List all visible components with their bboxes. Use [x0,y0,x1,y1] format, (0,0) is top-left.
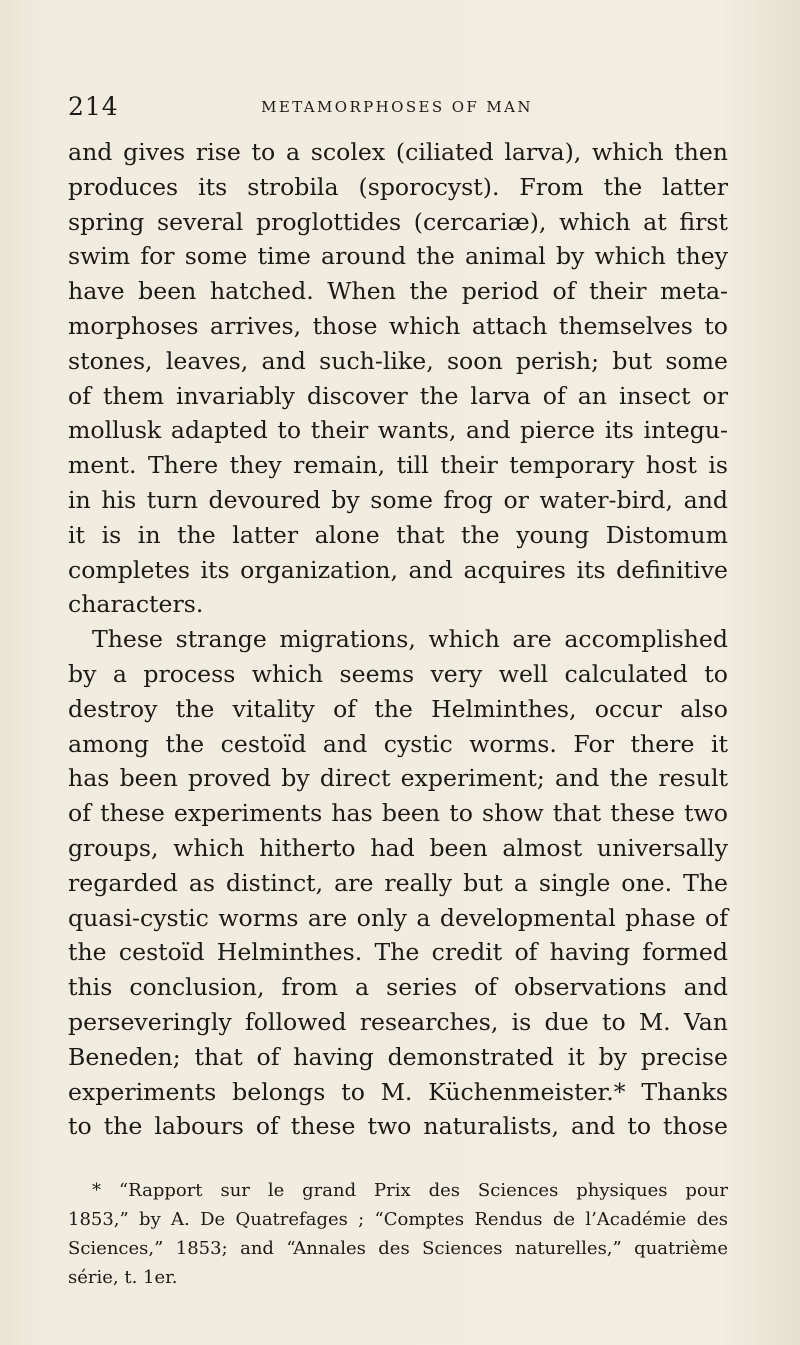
text-line: and gives rise to a scolex (ciliated larva), which then [68,138,728,166]
body-text [68,135,728,1144]
footnote [68,1176,728,1292]
text-line: by a process which seems very well calculated to [68,659,728,688]
text-line: ment. There they remain, till their temporary host is [68,451,728,480]
text-line: completes its organization, and acquires its definitive [68,555,728,584]
text-line: mollusk adapted to their wants, and pierce its integu- [68,416,728,445]
text-line: destroy the vitality of the Helminthes, occur also [68,694,728,723]
page-number: 214 [68,92,119,121]
text-line: experiments belongs to M. Küchenmeister.* Thanks [68,1077,728,1106]
text-line: among the cestoïd and cystic worms. For there it [68,729,728,758]
text-line: of these experiments has been to show that these two [68,799,728,828]
text-line: spring several proglottides (cercariæ), which at first [68,207,728,236]
text-line: the cestoïd Helminthes. The credit of having formed [68,938,728,967]
text-line: has been proved by direct experiment; and the result [68,764,728,793]
text-line: These strange migrations, which are accomplished [92,625,728,654]
text-line: stones, leaves, and such-like, soon perish; but some [68,346,728,375]
page-header [68,92,726,122]
text-line: this conclusion, from a series of observations and [68,973,728,1002]
text-line: produces its strobila (sporocyst). From the latter [68,172,728,201]
text-line: regarded as distinct, are really but a single one. The [68,868,728,897]
text-line: quasi-cystic worms are only a developmental phase of [68,903,728,932]
text-line: it is in the latter alone that the young Distomum [68,520,728,549]
footnote-line: série, t. 1er. [68,1267,178,1288]
text-line: morphoses arrives, those which attach themselves to [68,311,728,340]
footnote-line: * “Rapport sur le grand Prix des Sciences physiques pour [92,1180,728,1201]
footnote-line: Sciences,” 1853; and “Annales des Sciences naturelles,” quatrième [68,1238,728,1259]
running-head: METAMORPHOSES OF MAN [261,98,533,116]
text-line: of them invariably discover the larva of an insect or [68,381,728,410]
text-line: swim for some time around the animal by which they [68,242,728,271]
text-line: to the labours of these two naturalists, and to those [68,1112,728,1141]
text-line: groups, which hitherto had been almost universally [68,833,728,862]
text-line: Beneden; that of having demonstrated it by precise [68,1042,728,1071]
text-line: perseveringly followed researches, is due to M. Van [68,1007,728,1036]
text-line: have been hatched. When the period of their meta- [68,277,728,306]
text-line: in his turn devoured by some frog or water-bird, and [68,485,728,514]
text-line: characters. [68,590,204,619]
footnote-line: 1853,” by A. De Quatrefages ; “Comptes Rendus de l’Académie des [68,1209,728,1230]
